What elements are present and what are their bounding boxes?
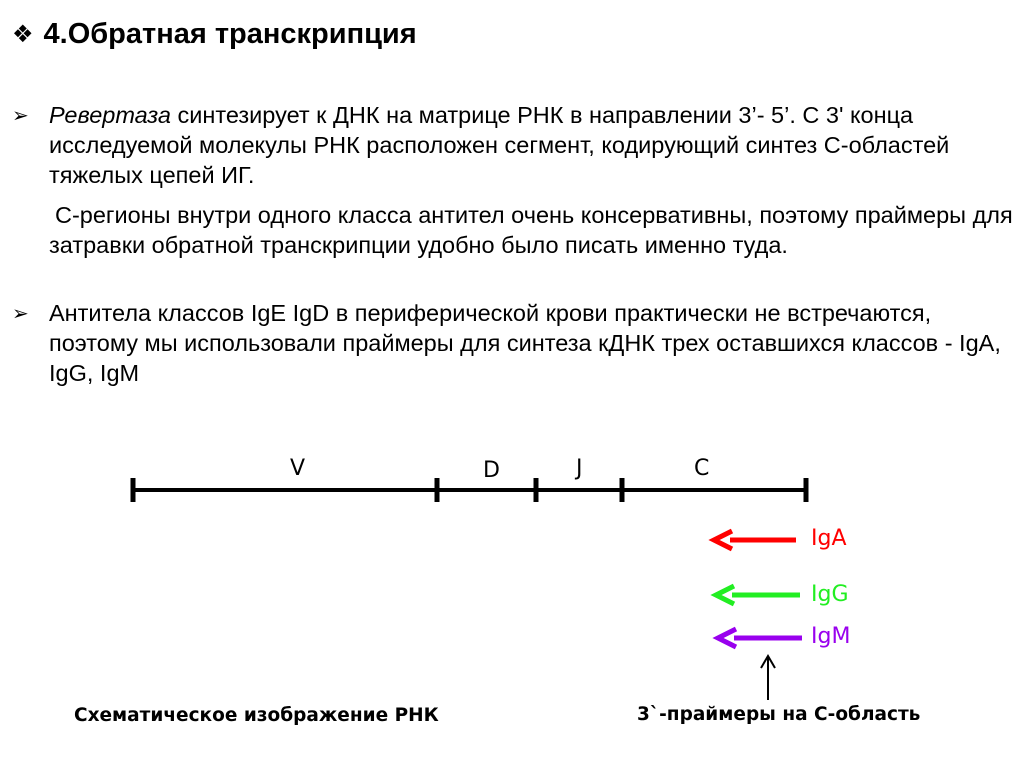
paragraph-antibody-classes [49, 298, 1014, 388]
paragraph-revertase-text: синтезирует к ДНК на матрице РНК в направлении 3’- 5’. С 3' конца исследуемой молекулы РНК расположен сегмент, кодирующий синтез С-областей тяжелых цепей ИГ. [49, 102, 950, 188]
segment-label-c: C [694, 456, 710, 481]
segment-label-d: D [483, 458, 500, 483]
revertase-term: Ревертаза [49, 102, 171, 128]
paragraph-c-regions [49, 200, 1014, 260]
paragraph-c-regions-text: С-регионы внутри одного класса антител очень консервативны, поэтому праймеры для затравки обратной транскрипции удобно было писать именно туда. [49, 202, 1013, 258]
primer-arrow-iga [714, 531, 796, 549]
up-arrow-icon [761, 656, 775, 700]
diamond-bullet-icon: ❖ [12, 21, 34, 48]
primer-arrow-igg [716, 586, 800, 604]
primer-label-iga: IgA [811, 526, 847, 551]
segment-label-j: J [576, 456, 583, 481]
rna-schematic-graphic [0, 440, 1024, 740]
arrow-bullet-icon: ➢ [12, 105, 29, 127]
slide-title-text: 4.Обратная транскрипция [43, 18, 417, 50]
arrow-bullet-icon: ➢ [12, 303, 29, 325]
primer-arrow-igm [718, 629, 802, 647]
paragraph-revertase [49, 100, 1014, 190]
segment-label-v: V [290, 456, 306, 481]
primer-label-igm: IgM [811, 624, 851, 649]
primer-label-igg: IgG [811, 582, 849, 607]
caption-primers: 3`-праймеры на С-область [637, 704, 921, 725]
rna-schematic [0, 440, 1024, 740]
paragraph-antibody-classes-text: Антитела классов IgE IgD в периферической крови практически не встречаются, поэтому мы использовали праймеры для синтеза кДНК трех оставшихся классов - IgA, IgG, IgM [49, 300, 1001, 386]
slide-title [12, 18, 417, 51]
caption-rna-schematic: Схематическое изображение РНК [74, 705, 439, 726]
